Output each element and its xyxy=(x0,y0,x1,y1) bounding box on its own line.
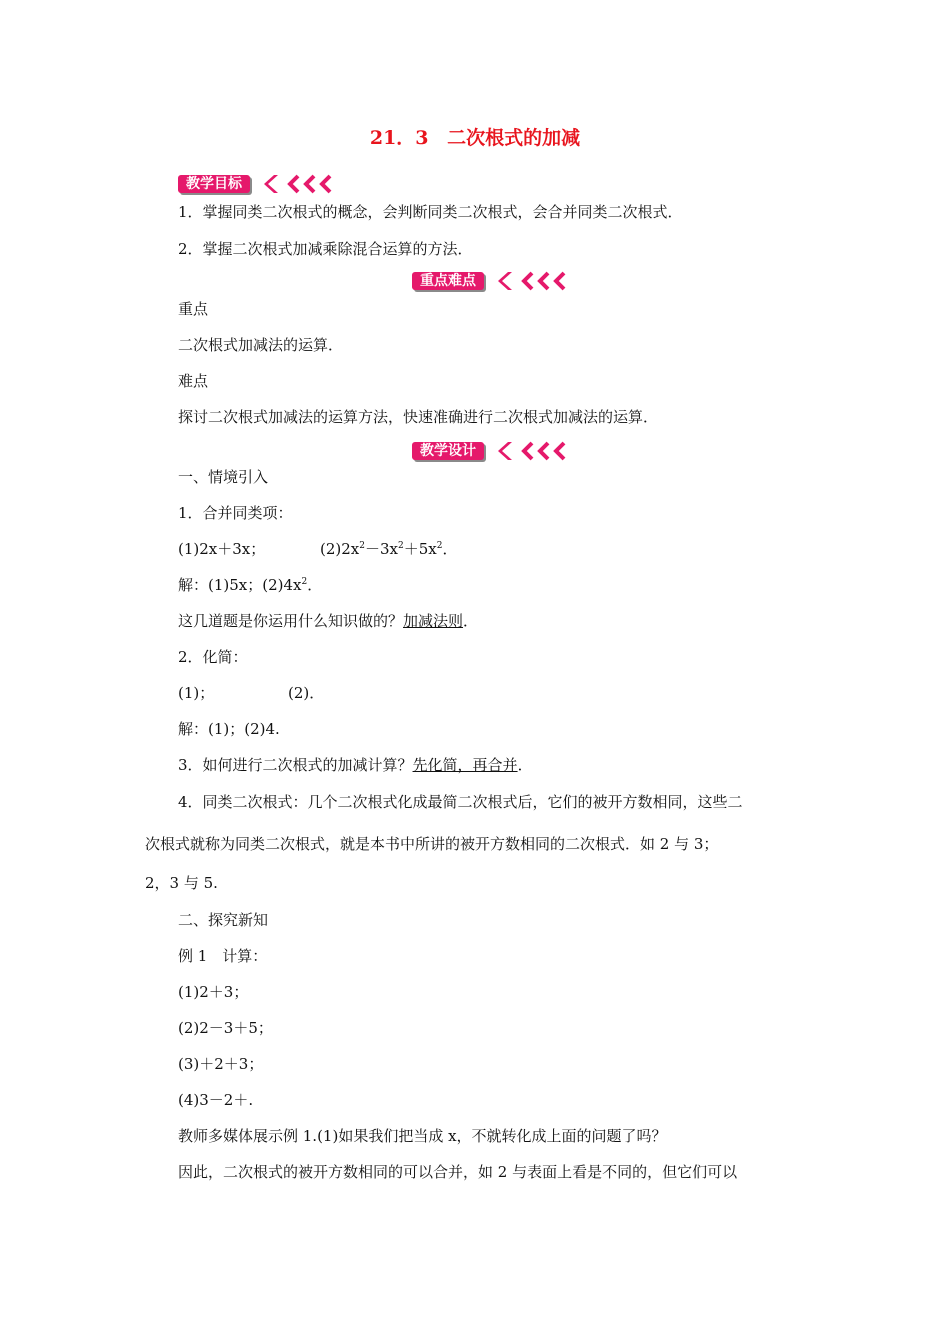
badge-label: 教学设计 xyxy=(412,442,484,460)
example-1d: (4)3－2＋. xyxy=(178,1091,254,1109)
answer-underlined: 先化简，再合并 xyxy=(412,756,518,774)
badge-key-points xyxy=(412,270,582,292)
section-intro: 一、情境引入 xyxy=(178,468,269,486)
section-explore: 二、探究新知 xyxy=(178,911,269,929)
key-text: 二次根式加减法的运算． xyxy=(178,336,344,354)
question-2a: (1)； xyxy=(178,684,215,702)
teacher-note-2: 因此，二次根式的被开方数相同的可以合并，如 2 与表面上看是不同的，但它们可以 xyxy=(178,1163,738,1181)
badge-label: 重点难点 xyxy=(412,272,484,290)
chevrons-icon xyxy=(498,270,578,292)
paragraph-4-line-2: 次根式就称为同类二次根式，就是本书中所讲的被开方数相同的二次根式．如 2 与 3； xyxy=(145,835,719,853)
paragraph-4-line-3: 2，3 与 5. xyxy=(145,874,218,892)
goal-1: 1．掌握同类二次根式的概念，会判断同类二次根式，会合并同类二次根式． xyxy=(178,203,683,221)
chevrons-icon xyxy=(264,173,344,195)
example-1b: (2)2－3＋5； xyxy=(178,1019,273,1037)
badge-label: 教学目标 xyxy=(178,175,250,193)
question-1b: $(2)2x^2-3x^2+5x^2$． xyxy=(320,540,458,558)
question-2: 2．化简： xyxy=(178,648,248,666)
example-1c: (3)＋2＋3； xyxy=(178,1055,264,1073)
example-1-heading: 例 1 计算： xyxy=(178,947,268,965)
question-knowledge: 这几道题是你运用什么知识做的？加减法则． xyxy=(178,612,479,630)
answer-1: 解：(1)5x；$(2)4x^2$． xyxy=(178,576,323,594)
title-number: 21．3 xyxy=(369,127,429,149)
question-2b: (2)． xyxy=(288,684,325,702)
goal-2: 2．掌握二次根式加减乘除混合运算的方法． xyxy=(178,240,473,258)
difficult-text: 探讨二次根式加减法的运算方法，快速准确进行二次根式加减法的运算． xyxy=(178,408,659,426)
key-heading: 重点 xyxy=(178,300,209,318)
question-1: 1．合并同类项： xyxy=(178,504,293,522)
paragraph-4-line-1: 4．同类二次根式：几个二次根式化成最简二次根式后，它们的被开方数相同，这些二 xyxy=(178,793,743,811)
answer-2: 解：(1)；(2)4. xyxy=(178,720,280,738)
teacher-note-1: 教师多媒体展示例 1.(1)如果我们把当成 x，不就转化成上面的问题了吗？ xyxy=(178,1127,667,1145)
difficult-heading: 难点 xyxy=(178,372,209,390)
page-title xyxy=(0,126,950,150)
badge-teaching-design xyxy=(412,440,582,462)
answer-underlined: 加减法则 xyxy=(403,612,464,630)
example-1a: (1)2＋3； xyxy=(178,983,249,1001)
title-text: 二次根式的加减 xyxy=(447,127,581,149)
chevrons-icon xyxy=(498,440,578,462)
question-3: 3．如何进行二次根式的加减计算？先化简，再合并． xyxy=(178,756,533,774)
question-1a: (1)2x＋3x； xyxy=(178,540,266,558)
badge-teaching-goals xyxy=(178,173,348,195)
